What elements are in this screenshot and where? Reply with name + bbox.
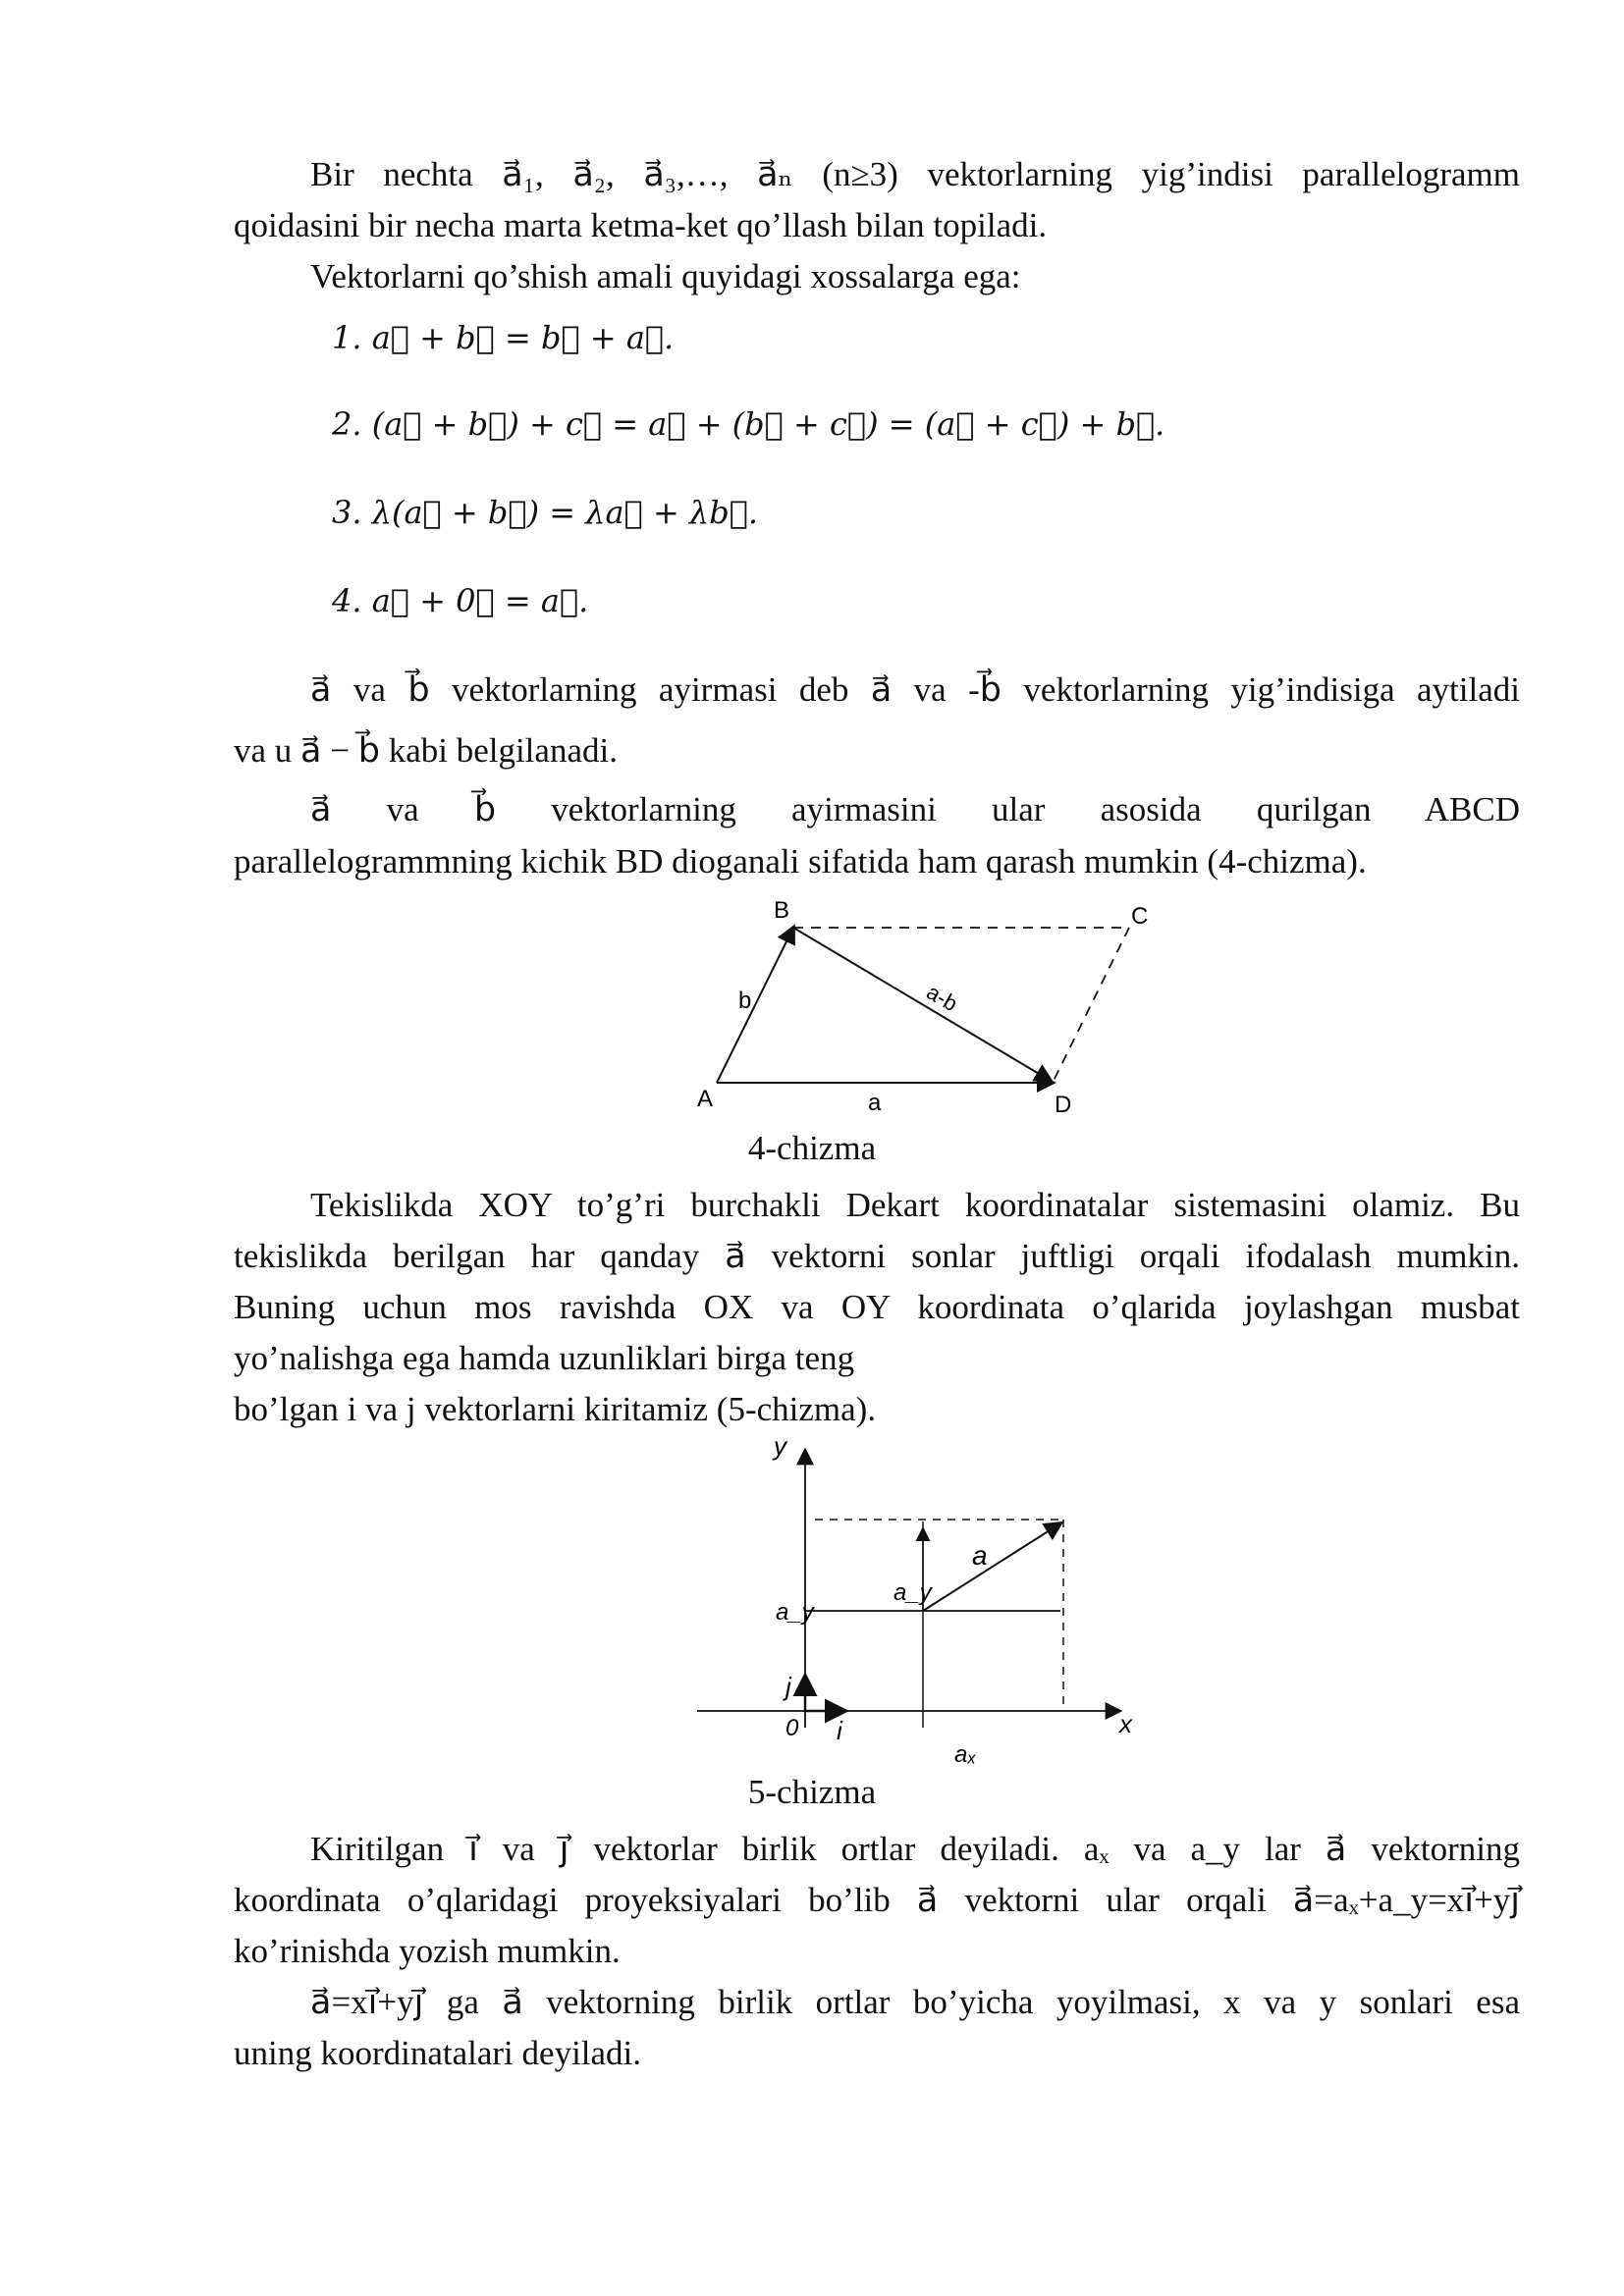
label-a-minus-b: a-b (922, 979, 962, 1017)
text-line: Kiritilgan ı⃗ va ȷ⃗ vektorlar birlik ortlar deyiladi. aₓ va a_y lar a⃗ vektorning (310, 1830, 1520, 1868)
label-y: y (774, 1433, 786, 1461)
text-line: a⃗=xı⃗+yȷ⃗ ga a⃗ vektorning birlik ortlar bo’yicha yoyilmasi, x va y sonlari esa (310, 1983, 1520, 2021)
text-line: a⃗ va b⃗ vektorlarning ayirmasi deb a⃗ va -b⃗ vektorlarning yig’indisiga aytiladi (310, 670, 1520, 709)
property-1: 1. a⃗ + b⃗ = b⃗ + a⃗. (332, 319, 675, 356)
side-ab (717, 928, 793, 1083)
label-ay-axis: a_y (776, 1599, 814, 1626)
property-2: 2. (a⃗ + b⃗) + c⃗ = a⃗ + (b⃗ + c⃗) = (a⃗ + c⃗) + b⃗. (332, 405, 1165, 443)
label-b: b (738, 988, 752, 1014)
text-line: qoidasini bir necha marta ketma-ket qo’llash bilan topiladi. (234, 206, 1048, 244)
figure-4-caption: 4-chizma (747, 1129, 877, 1167)
figure-5-caption: 5-chizma (747, 1773, 877, 1811)
property-4: 4. a⃗ + 0⃗ = a⃗. (332, 582, 589, 619)
label-x: x (1119, 1709, 1132, 1738)
text-line: bo’lgan i va j vektorlarni kiritamiz (5-chizma). (234, 1390, 877, 1428)
text-line: yo’nalishga ega hamda uzunliklari birga teng (234, 1339, 855, 1377)
label-B: B (774, 897, 790, 924)
label-D: D (1055, 1092, 1072, 1118)
figure-4-parallelogram (668, 888, 1178, 1124)
text-line: Bir nechta a⃗₁, a⃗₂, a⃗₃,…, a⃗ₙ (n≥3) vektorlarning yig’indisi parallelogramm (310, 155, 1520, 193)
label-i: i (837, 1716, 842, 1745)
text-line: uning koordinatalari deyiladi. (234, 2034, 642, 2072)
label-j: j (785, 1672, 791, 1701)
label-a-vector: a (972, 1540, 988, 1571)
label-A: A (697, 1086, 714, 1112)
label-C: C (1131, 903, 1149, 930)
text-line: a⃗ va b⃗ vektorlarning ayirmasini ular asosida qurilgan ABCD (310, 790, 1520, 828)
text-line: va u a⃗ − b⃗ kabi belgilanadi. (234, 731, 618, 770)
diagonal-bd (793, 928, 1051, 1081)
text-line: parallelogrammning kichik BD dioganali sifatida ham qarash mumkin (4-chizma). (234, 842, 1367, 881)
text-line: Tekislikda XOY to’g’ri burchakli Dekart koordinatalar sistemasini olamiz. Bu (310, 1186, 1520, 1224)
label-origin: 0 (785, 1715, 799, 1741)
text-line: Vektorlarni qo’shish amali quyidagi xossalarga ega: (310, 257, 1021, 295)
vector-a (923, 1523, 1060, 1611)
text-line: tekislikda berilgan har qanday a⃗ vektorni sonlar juftligi orqali ifodalash mumkin. (234, 1237, 1520, 1275)
property-3: 3. λ(a⃗ + b⃗) = λa⃗ + λb⃗. (332, 494, 759, 531)
side-cd (1053, 928, 1129, 1083)
figure-5-coordinates (687, 1433, 1159, 1767)
text-line: ko’rinishda yozish mumkin. (234, 1932, 621, 1970)
text-line: Buning uchun mos ravishda OX va OY koordinata o’qlarida joylashgan musbat (234, 1288, 1520, 1326)
label-a: a (868, 1090, 882, 1116)
text-line: koordinata o’qlaridagi proyeksiyalari bo’lib a⃗ vektorni ular orqali a⃗=aₓ+a_y=xı⃗+yȷ⃗ (234, 1881, 1520, 1919)
label-ay-vector: a_y (893, 1579, 932, 1606)
label-ax: aₓ (954, 1741, 977, 1767)
